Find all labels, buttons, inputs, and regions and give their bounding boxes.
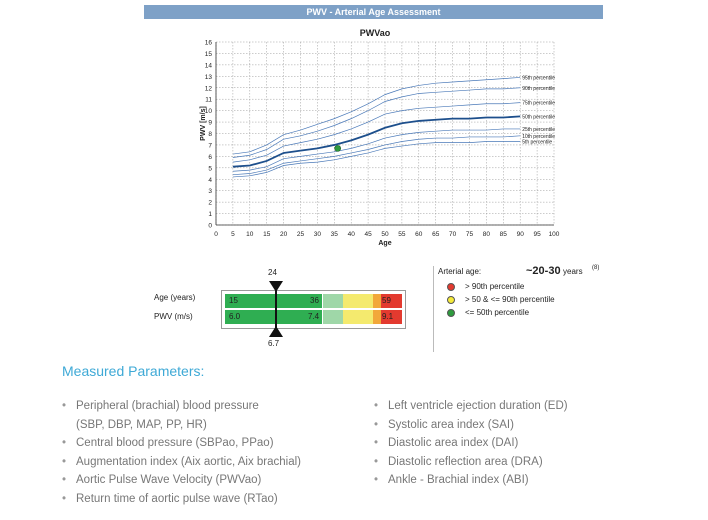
right-parameter-item: • Diastolic area index (DAI)	[374, 434, 568, 453]
y-tick-label: 7	[208, 142, 212, 150]
pwv-value-mid: 7.4	[308, 312, 320, 321]
marker-up-triangle	[269, 326, 283, 337]
x-tick-label: 10	[246, 231, 254, 238]
y-tick-label: 8	[208, 131, 212, 138]
measured-parameters-right-list	[374, 397, 568, 490]
right-parameter-item: • Ankle - Brachial index (ABI)	[374, 471, 568, 490]
y-tick-label: 1	[208, 211, 212, 219]
y-tick-label: 4	[208, 176, 212, 184]
x-tick-label: 50	[381, 231, 389, 238]
series-label: 90th percentile	[522, 85, 556, 92]
x-tick-label: 15	[263, 231, 271, 238]
x-tick-label: 5	[231, 231, 235, 238]
arterial-age-legend	[433, 266, 704, 352]
arterial-age-unit: years	[563, 267, 583, 276]
y-tick-label: 9	[208, 119, 212, 127]
right-parameter-item: • Left ventricle ejection duration (ED)	[374, 397, 568, 416]
marker-top-value: 24	[268, 268, 277, 277]
legend-item-yellow: > 50 & <= 90th percentile	[465, 295, 555, 304]
series-label: 75th percentile	[522, 100, 556, 107]
age-value-low: 15	[229, 296, 238, 305]
measured-parameters-left-list	[62, 397, 301, 508]
series-label: 25th percentile	[522, 126, 556, 133]
x-tick-label: 95	[533, 231, 541, 238]
pwv-value-high: 9.1	[382, 312, 394, 321]
series-label: 5th percentile	[522, 139, 553, 146]
report-title: PWV - Arterial Age Assessment	[306, 7, 441, 17]
legend-item-green: <= 50th percentile	[465, 308, 530, 317]
x-tick-label: 35	[330, 231, 338, 238]
series-label: 10th percentile	[522, 133, 556, 140]
pwv-value-low: 6.0	[229, 312, 241, 321]
y-tick-label: 11	[205, 96, 212, 104]
x-tick-label: 30	[313, 231, 322, 238]
y-tick-label: 3	[208, 188, 212, 196]
y-axis-label: PWV [m/s]	[199, 106, 207, 141]
age-value-mid: 36	[310, 296, 319, 305]
yellow-dot-icon	[447, 296, 455, 304]
x-tick-label: 85	[499, 231, 507, 238]
series-label: 50th percentile	[522, 114, 556, 121]
x-tick-label: 100	[548, 231, 560, 238]
green-dot-icon	[447, 309, 455, 317]
series-label: 95th percentile	[522, 75, 556, 82]
y-tick-label: 2	[208, 199, 212, 207]
pwv-row-label: PWV (m/s)	[154, 312, 193, 321]
x-tick-label: 45	[364, 231, 372, 238]
y-tick-label: 15	[204, 50, 212, 58]
x-tick-label: 40	[347, 231, 355, 238]
y-tick-label: 6	[208, 153, 212, 161]
right-parameter-item: • Diastolic reflection area (DRA)	[374, 453, 568, 472]
age-value-high: 59	[382, 296, 391, 305]
y-tick-label: 5	[208, 165, 212, 173]
red-dot-icon	[447, 283, 455, 291]
x-tick-label: 75	[465, 231, 474, 238]
y-tick-label: 0	[208, 222, 212, 230]
x-tick-label: 60	[415, 231, 423, 238]
arterial-age-title: Arterial age:	[438, 267, 482, 276]
x-tick-label: 70	[448, 231, 457, 238]
x-tick-label: 0	[214, 231, 218, 238]
y-tick-label: 10	[204, 108, 212, 116]
x-tick-label: 25	[296, 231, 305, 238]
y-tick-label: 14	[204, 62, 212, 70]
left-parameter-item: (SBP, DBP, MAP, PP, HR)	[76, 418, 207, 431]
left-parameter-item: • Peripheral (brachial) blood pressure	[62, 397, 301, 416]
age-row-label: Age (years)	[154, 293, 196, 302]
arterial-age-note: (8)	[592, 265, 600, 271]
x-tick-label: 80	[482, 231, 491, 238]
x-tick-label: 65	[432, 231, 440, 238]
y-tick-label: 16	[204, 39, 212, 47]
x-tick-label: 20	[279, 231, 288, 238]
marker-down-triangle	[269, 281, 283, 292]
right-parameter-item: • Systolic area index (SAI)	[374, 416, 568, 435]
marker-bottom-value: 6.7	[268, 339, 280, 348]
x-tick-label: 90	[516, 231, 524, 238]
x-axis-label: Age	[378, 240, 392, 247]
chart-title: PWVao	[359, 28, 391, 38]
left-parameter-item: • Augmentation index (Aix aortic, Aix brachial)	[62, 453, 301, 472]
left-parameter-item: • Central blood pressure (SBPao, PPao)	[62, 434, 301, 453]
y-tick-label: 13	[204, 73, 212, 81]
left-parameter-item: • Return time of aortic pulse wave (RTao)	[62, 490, 301, 509]
left-parameter-item: • Aortic Pulse Wave Velocity (PWVao)	[62, 471, 301, 490]
y-tick-label: 12	[204, 85, 212, 93]
measured-parameters-title: Measured Parameters:	[62, 363, 205, 379]
x-tick-label: 55	[398, 231, 406, 238]
arterial-age-value: ~20-30	[526, 265, 561, 277]
legend-item-red: > 90th percentile	[465, 282, 525, 291]
